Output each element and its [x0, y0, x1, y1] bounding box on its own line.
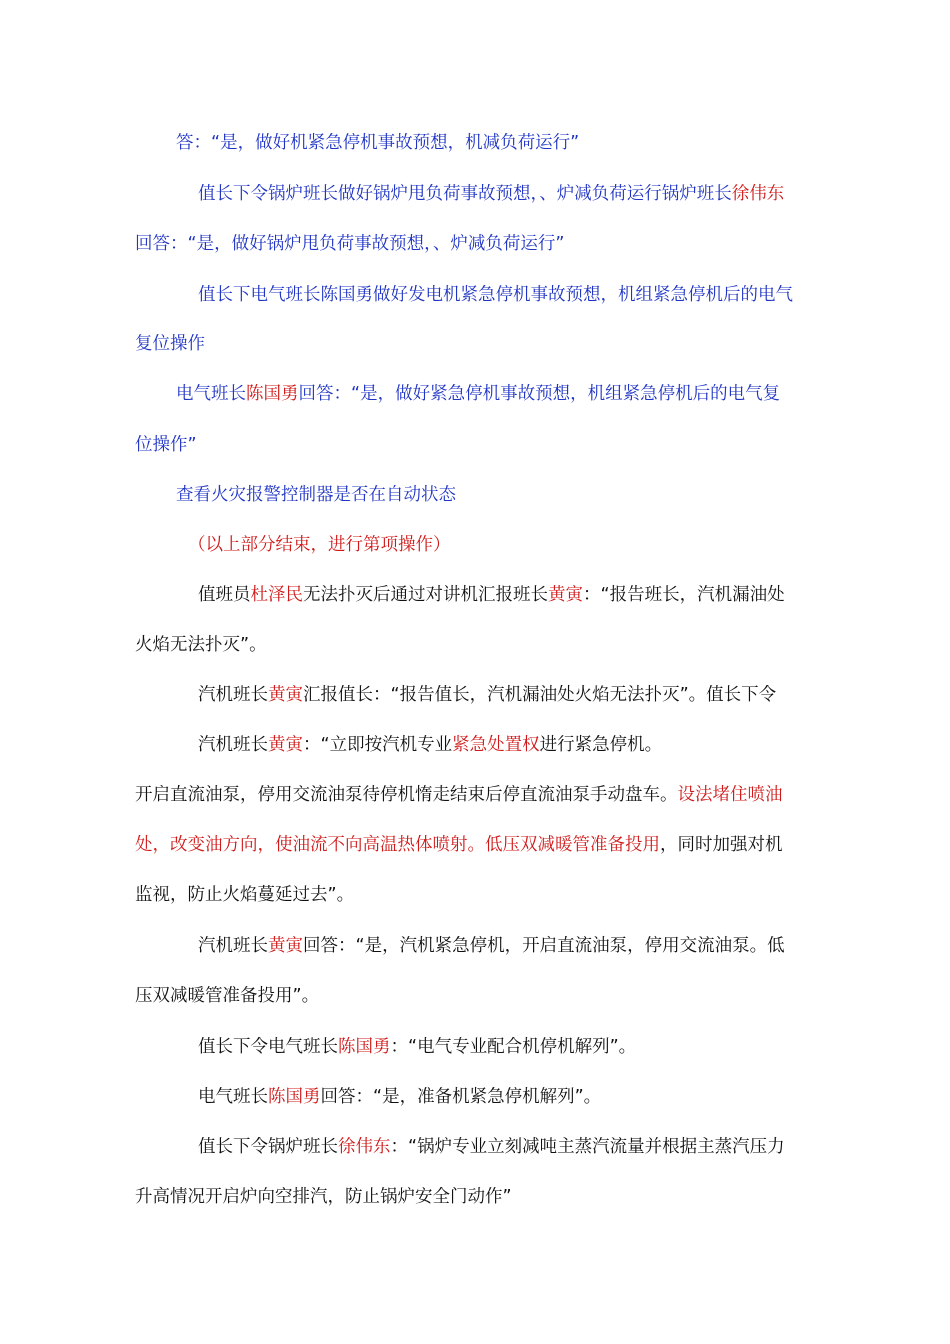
text-segment: 设法堵住喷油: [677, 785, 783, 805]
text-segment: 无法扑灭后通过对讲机汇报班长: [303, 585, 548, 605]
text-segment: ：“电气专业配合机停机解列”。: [390, 1037, 637, 1057]
text-line: [198, 283, 793, 307]
text-line: [176, 382, 780, 406]
text-segment: 压双减暖管准备投用”。: [135, 986, 320, 1006]
text-segment: 回答：“是，做好紧急停机事故预想，机组紧急停机后的电气复: [298, 384, 781, 404]
text-line: [198, 182, 784, 206]
text-line: [135, 1185, 512, 1209]
text-segment: 黄寅: [268, 936, 303, 956]
text-segment: 回答：“是，准备机紧急停机解列”。: [320, 1087, 602, 1107]
text-line: [135, 984, 319, 1008]
text-segment: 升高情况开启炉向空排汽，防止锅炉安全门动作”: [135, 1187, 512, 1207]
text-segment: 开启直流油泵，停用交流油泵待停机惰走结束后停直流油泵手动盘车。: [135, 785, 678, 805]
text-line: [198, 1035, 636, 1059]
text-segment: 徐伟东: [731, 184, 785, 204]
text-segment: 黄寅: [548, 585, 583, 605]
text-line: [198, 1135, 785, 1159]
text-segment: 值长下令锅炉班长做好锅炉甩负荷事故预想，、炉减负荷运行锅炉班长: [198, 184, 732, 204]
text-line: [176, 483, 456, 507]
text-line: [198, 583, 785, 607]
text-segment: 汇报值长：“报告值长，汽机漏油处火焰无法扑灭”。值长下令: [303, 685, 777, 705]
text-segment: 监视，防止火焰蔓延过去”。: [135, 885, 355, 905]
text-line: [198, 934, 785, 958]
text-segment: 汽机班长: [198, 936, 268, 956]
text-segment: 值长下令锅炉班长: [198, 1137, 338, 1157]
text-segment: 回答：“是，汽机紧急停机，开启直流油泵，停用交流油泵。低: [303, 936, 785, 956]
text-segment: 汽机班长: [198, 685, 268, 705]
text-segment: 回答：“是，做好锅炉甩负荷事故预想，、炉减负荷运行”: [135, 234, 565, 254]
text-segment: 值长下令电气班长: [198, 1037, 338, 1057]
text-segment: 位操作”: [135, 435, 197, 455]
text-segment: ，同时加强对机: [660, 835, 783, 855]
text-segment: 杜泽民: [250, 585, 303, 605]
text-segment: 紧急处置权: [452, 735, 540, 755]
text-segment: 陈国勇: [246, 384, 299, 404]
text-segment: ：“锅炉专业立刻减吨主蒸汽流量并根据主蒸汽压力: [390, 1137, 785, 1157]
text-segment: 黄寅: [268, 685, 303, 705]
text-segment: 复位操作: [135, 334, 205, 354]
text-segment: 电气班长: [176, 384, 246, 404]
text-line: [135, 783, 783, 807]
text-line: [198, 1085, 601, 1109]
text-segment: 徐伟东: [338, 1137, 391, 1157]
text-segment: 电气班长: [198, 1087, 268, 1107]
text-line: [135, 433, 197, 457]
text-segment: 黄寅: [268, 735, 303, 755]
text-segment: （以上部分结束，进行第项操作）: [188, 535, 451, 555]
text-segment: 值班员: [198, 585, 251, 605]
text-line: [135, 633, 267, 657]
text-segment: 火焰无法扑灭”。: [135, 635, 267, 655]
text-segment: 陈国勇: [338, 1037, 391, 1057]
text-segment: 答：“是，做好机紧急停机事故预想，机减负荷运行”: [176, 133, 580, 153]
text-line: [188, 533, 451, 557]
text-line: [135, 833, 783, 857]
text-segment: 值长下电气班长陈国勇做好发电机紧急停机事故预想，机组紧急停机后的电气: [198, 285, 793, 305]
text-line: [135, 332, 205, 356]
text-line: [135, 232, 564, 256]
text-segment: 汽机班长: [198, 735, 268, 755]
text-line: [135, 883, 354, 907]
text-line: [198, 733, 662, 757]
text-line: [176, 131, 579, 155]
text-segment: 陈国勇: [268, 1087, 321, 1107]
text-segment: 处，改变油方向，使油流不向高温热体喷射。低压双减暖管准备投用: [135, 835, 660, 855]
text-segment: ：“报告班长，汽机漏油处: [583, 585, 785, 605]
text-segment: ：“立即按汽机专业: [303, 735, 453, 755]
text-segment: 进行紧急停机。: [539, 735, 663, 755]
text-line: [198, 683, 776, 707]
text-segment: 查看火灾报警控制器是否在自动状态: [176, 485, 456, 505]
